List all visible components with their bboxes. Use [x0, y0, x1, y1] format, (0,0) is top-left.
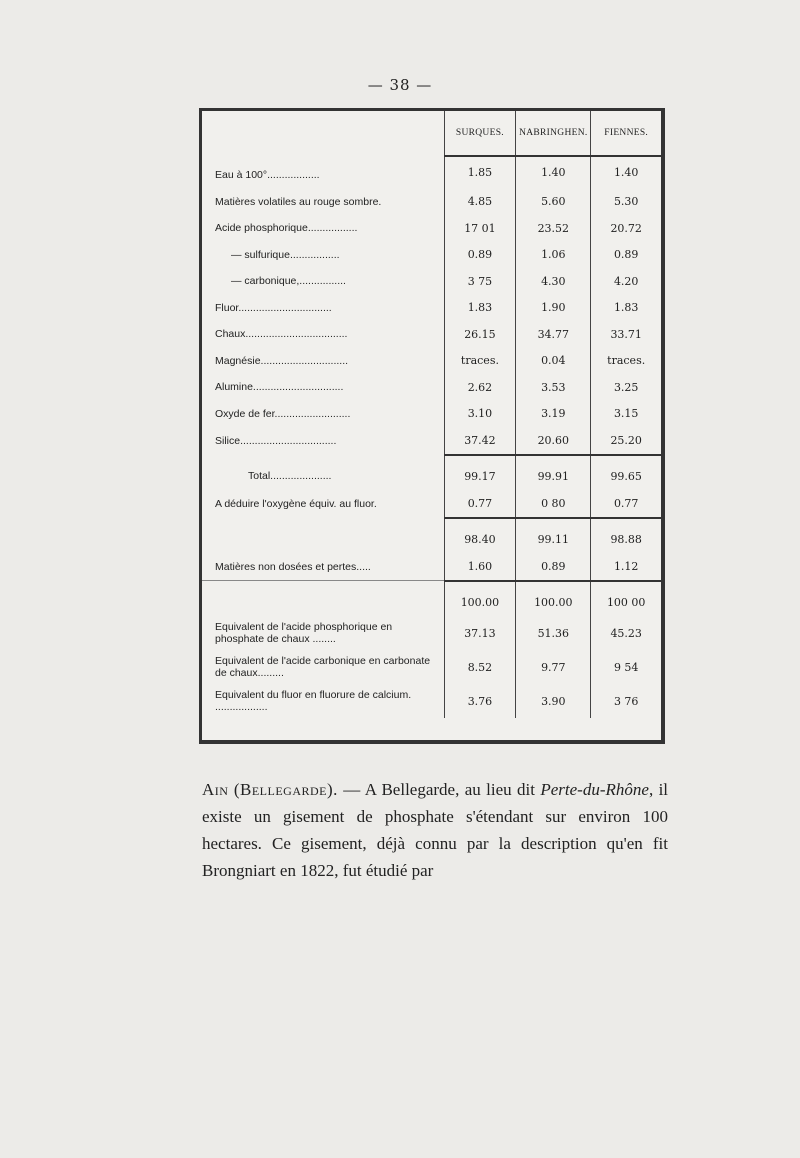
subtotal-label-empty [202, 518, 444, 554]
cell-value: 9 54 [591, 650, 661, 684]
equivalent-label: Equivalent de l'acide phosphorique en phosphate de chaux ........ [215, 621, 393, 645]
cell-value: 0 80 [516, 490, 591, 518]
cell-value: 1.83 [591, 295, 661, 322]
row-label: Eau à 100°.................. [215, 169, 320, 182]
table-row [202, 295, 661, 322]
row-label: Fluor................................ [215, 301, 332, 314]
cell-value: 3.90 [516, 684, 591, 718]
total-row [202, 455, 661, 491]
cell-value: 0.89 [516, 553, 591, 581]
table-row [202, 321, 661, 348]
equivalent-label: Equivalent de l'acide carbonique en carbonate de chaux......... [215, 655, 431, 679]
cell-value: 100.00 [444, 581, 516, 617]
cell-value: 51.36 [516, 616, 591, 650]
cell-value: 17 01 [444, 215, 516, 242]
cell-value: traces. [591, 348, 661, 375]
row-label: Matières volatiles au rouge sombre. [215, 195, 382, 208]
place-locality: (Bellegarde). [233, 780, 338, 799]
cell-value: 99.65 [591, 455, 661, 491]
total-label: Total..................... [248, 470, 332, 483]
cell-value: 26.15 [444, 321, 516, 348]
cell-value: 3 76 [591, 684, 661, 718]
cell-value: 4.85 [444, 189, 516, 216]
row-label [202, 242, 444, 269]
cell-value: 99.11 [516, 518, 591, 554]
cell-value: 3.19 [516, 401, 591, 428]
cell-value: 23.52 [516, 215, 591, 242]
body-paragraph [202, 776, 668, 884]
cell-value: 100 00 [591, 581, 661, 617]
page-number: — 38 — [367, 76, 433, 94]
cell-value: 3.10 [444, 401, 516, 428]
cell-value: 1.40 [516, 156, 591, 189]
cell-value: 1.85 [444, 156, 516, 189]
paragraph-text-1: — A Bellegarde, au lieu dit [337, 780, 541, 799]
cell-value: 37.42 [444, 427, 516, 455]
cell-value: 0.89 [591, 242, 661, 269]
row-label: Silice................................. [215, 434, 337, 447]
row-label: Oxyde de fer.......................... [215, 407, 351, 420]
cell-value: 100.00 [516, 581, 591, 617]
row-label-text: — sulfurique................. [231, 248, 340, 261]
cell-value: 0.89 [444, 242, 516, 269]
place-name: Ain [202, 780, 229, 799]
table-row [202, 242, 661, 269]
header-surques: SURQUES. [444, 111, 516, 156]
cell-value: 3 75 [444, 268, 516, 295]
cell-value: 45.23 [591, 616, 661, 650]
row-label [202, 268, 444, 295]
table-row [202, 215, 661, 242]
paragraph-text-2: , il existe un gisement de phosphate s'étendant sur environ 100 hectares. Ce gisement, déjà connu par la description qu'en fit Brongniart en 1822, fut étudié par [202, 780, 669, 880]
table-row [202, 189, 661, 216]
deduct-label: A déduire l'oxygène équiv. au fluor. [215, 497, 377, 510]
table-row [202, 401, 661, 428]
cell-value: 3.25 [591, 374, 661, 401]
analysis-table-frame [199, 108, 665, 744]
cell-value: 20.72 [591, 215, 661, 242]
cell-value: 1.60 [444, 553, 516, 581]
equivalent-label: Equivalent du fluor en fluorure de calcium. .................. [215, 689, 412, 713]
cell-value: 2.62 [444, 374, 516, 401]
analysis-table [202, 111, 661, 718]
cell-value: 99.91 [516, 455, 591, 491]
cell-value: 99.17 [444, 455, 516, 491]
table-row [202, 156, 661, 189]
cell-value: 1.06 [516, 242, 591, 269]
row-label: Acide phosphorique................. [215, 222, 358, 235]
cell-value: 3.76 [444, 684, 516, 718]
cell-value: 8.52 [444, 650, 516, 684]
cell-value: 5.60 [516, 189, 591, 216]
cell-value: 0.04 [516, 348, 591, 375]
row-label: Magnésie.............................. [215, 354, 349, 367]
table-row [202, 427, 661, 455]
cell-value: 34.77 [516, 321, 591, 348]
cell-value: 33.71 [591, 321, 661, 348]
cell-value: 4.30 [516, 268, 591, 295]
place-italic: Perte-du-Rhône [540, 780, 649, 799]
cell-value: 1.40 [591, 156, 661, 189]
cell-value: 37.13 [444, 616, 516, 650]
deduct-row [202, 490, 661, 518]
row-label: Chaux................................... [215, 328, 348, 341]
table-row [202, 348, 661, 375]
equivalent-row [202, 684, 661, 718]
cell-value: 5.30 [591, 189, 661, 216]
cell-value: 0.77 [444, 490, 516, 518]
cell-value: 1.90 [516, 295, 591, 322]
header-label-column [202, 111, 444, 156]
header-nabringhen: NABRINGHEN. [516, 111, 591, 156]
table-row [202, 374, 661, 401]
undosed-row [202, 553, 661, 581]
row-label: Alumine............................... [215, 381, 344, 394]
row-label-text: — carbonique,................ [231, 275, 346, 288]
hundred-label-empty [202, 581, 444, 617]
cell-value: 0.77 [591, 490, 661, 518]
equivalent-row [202, 650, 661, 684]
cell-value: 20.60 [516, 427, 591, 455]
table-header-row [202, 111, 661, 156]
cell-value: 98.88 [591, 518, 661, 554]
subtotal-row [202, 518, 661, 554]
header-fiennes: FIENNES. [591, 111, 661, 156]
hundred-row [202, 581, 661, 617]
cell-value: 25.20 [591, 427, 661, 455]
cell-value: 9.77 [516, 650, 591, 684]
cell-value: 3.15 [591, 401, 661, 428]
equivalent-row [202, 616, 661, 650]
cell-value: 3.53 [516, 374, 591, 401]
cell-value: 98.40 [444, 518, 516, 554]
table-row [202, 268, 661, 295]
cell-value: traces. [444, 348, 516, 375]
undosed-label: Matières non dosées et pertes..... [215, 560, 371, 573]
cell-value: 4.20 [591, 268, 661, 295]
cell-value: 1.12 [591, 553, 661, 581]
cell-value: 1.83 [444, 295, 516, 322]
